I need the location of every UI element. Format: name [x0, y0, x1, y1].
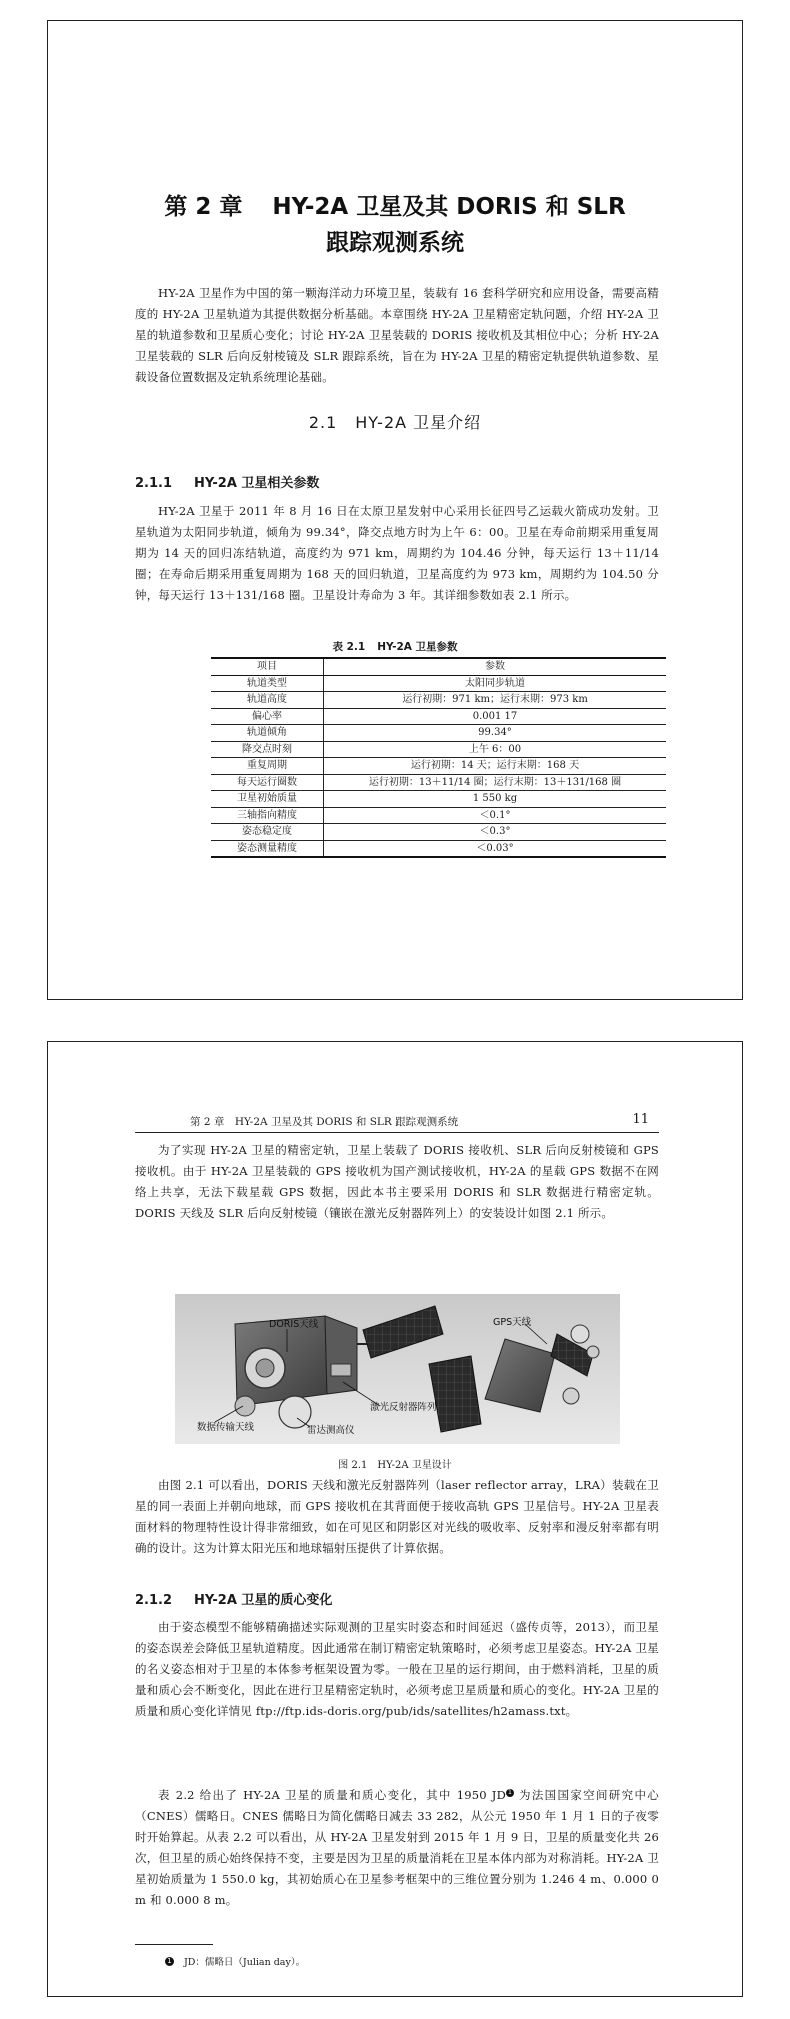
table-row: [211, 774, 666, 791]
table-cell: 轨道类型: [211, 675, 324, 692]
table-header-cell: 参数: [324, 658, 667, 675]
table-cell: 轨道倾角: [211, 725, 324, 742]
figure-caption: [48, 1456, 742, 1471]
book-page-2: [47, 1041, 743, 1997]
table-header-cell: 项目: [211, 658, 324, 675]
table-cell: 太阳同步轨道: [324, 675, 667, 692]
paragraph-part: 为法国国家空间研究中心（CNES）儒略日。CNES 儒略日为简化儒略日减去 33 282，从公元 1950 年 1 月 1 日的子夜零时开始算起。从表 2.2 可以看出，从 HY-2A 卫星发射到 2015 年 1 月 9 日，卫星的质量变化共 26 次，但卫星的质心始终保持不变，主要是因为卫星的质量消耗在卫星本体内部为对称消耗。HY-2A 卫星初始质量为 1 550.0 kg，其初始质心在卫星参考框架中的三维位置分别为 1.246 4 m、0.000 0 m 和 0.000 8 m。: [135, 1788, 659, 1907]
table-cell: 三轴指向精度: [211, 807, 324, 824]
table-cell: 卫星初始质量: [211, 791, 324, 808]
footnote-text: JD：儒略日（Julian day）。: [184, 1957, 306, 1968]
table-cell: 姿态测量精度: [211, 840, 324, 857]
table-cell: 姿态稳定度: [211, 824, 324, 841]
book-page-1: [47, 20, 743, 1000]
table-row: [211, 824, 666, 841]
section-heading: [48, 410, 742, 433]
body-text: [135, 1617, 659, 1722]
gps-antenna-label: GPS天线: [493, 1317, 532, 1328]
body-paragraph: 为了实现 HY-2A 卫星的精密定轨，卫星上装载了 DORIS 接收机、SLR 后向反射棱镜和 GPS 接收机。由于 HY-2A 卫星装载的 GPS 接收机为国产测试接收机，HY-2A 的星载 GPS 数据不在网络上共享，无法下载星载 GPS 数据，因此本书主要采用 DORIS 和 SLR 数据进行精密定轨。DORIS 天线及 SLR 后向反射棱镜（镶嵌在激光反射器阵列上）的安装设计如图 2.1 所示。: [135, 1143, 659, 1220]
table-row: [211, 708, 666, 725]
data-antenna-label: 数据传输天线: [197, 1422, 255, 1433]
subsection-number: 2.1.2: [135, 1593, 173, 1608]
paragraph-part: 表 2.2 给出了 HY-2A 卫星的质量和质心变化，其中 1950 JD: [158, 1788, 507, 1802]
body-paragraph: 由图 2.1 可以看出，DORIS 天线和激光反射器阵列（laser reflector array，LRA）装载在卫星的同一表面上并朝向地球，而 GPS 接收机在其背面便于接收高轨 GPS 卫星信号。HY-2A 卫星表面材料的物理特性设计得非常细致，如在可见区和阴影区对光线的吸收率、反射率和漫反射率都有明确的设计。这为计算太阳光压和地球辐射压提供了计算依据。: [135, 1478, 659, 1555]
footnote-divider: [135, 1944, 213, 1945]
body-text: [135, 1140, 659, 1224]
chapter-title-line2: 跟踪观测系统: [326, 230, 464, 256]
section-title: HY-2A 卫星介绍: [355, 413, 482, 432]
doris-antenna-label: DORIS天线: [269, 1319, 319, 1330]
table-cell: 偏心率: [211, 708, 324, 725]
chapter-number: 第 2 章: [164, 194, 243, 220]
footnote-reference[interactable]: 1: [508, 1789, 513, 1796]
radar-altimeter-label: 雷达测高仪: [307, 1425, 355, 1436]
subsection-number: 2.1.1: [135, 476, 173, 491]
table-header-row: [211, 658, 666, 675]
table-number: 表 2.1: [332, 641, 366, 653]
running-head-title: 第 2 章 HY-2A 卫星及其 DORIS 和 SLR 跟踪观测系统: [190, 1116, 459, 1128]
body-text: [135, 1475, 659, 1559]
table-cell: 99.34°: [324, 725, 667, 742]
table-cell: ＜0.3°: [324, 824, 667, 841]
satellite-design-figure: [175, 1294, 620, 1444]
table-cell: 0.001 17: [324, 708, 667, 725]
table-cell: 1 550 kg: [324, 791, 667, 808]
footnote: [165, 1954, 305, 1968]
table-cell: ＜0.1°: [324, 807, 667, 824]
running-head: [135, 1114, 659, 1133]
table-caption: [48, 639, 742, 654]
chapter-intro: [135, 283, 659, 388]
table-row: [211, 675, 666, 692]
figure-number: 图 2.1: [338, 1460, 368, 1471]
table-row: [211, 725, 666, 742]
footnote-marker: 1: [165, 1957, 174, 1966]
table-row: [211, 840, 666, 857]
table-cell: 运行初期：14 天；运行末期：168 天: [324, 758, 667, 775]
table-row: [211, 758, 666, 775]
table-row: [211, 791, 666, 808]
table-row: [211, 741, 666, 758]
intro-paragraph: HY-2A 卫星作为中国的第一颗海洋动力环境卫星，装载有 16 套科学研究和应用设备，需要高精度的 HY-2A 卫星轨道为其提供数据分析基础。本章围绕 HY-2A 卫星精密定轨问题，介绍 HY-2A 卫星的轨道参数和卫星质心变化；讨论 HY-2A 卫星装载的 DORIS 接收机及其相位中心；分析 HY-2A 卫星装载的 SLR 后向反射棱镜及 SLR 跟踪系统，旨在为 HY-2A 卫星的精密定轨提供轨道参数、星载设备位置数据及定轨系统理论基础。: [135, 286, 659, 384]
body-text: [135, 1785, 659, 1911]
body-paragraph: 由于姿态模型不能够精确描述实际观测的卫星实时姿态和时间延迟（盛传贞等，2013），而卫星的姿态误差会降低卫星轨道精度。因此通常在制订精密定轨策略时，必须考虑卫星姿态。HY-2A 卫星的名义姿态相对于卫星的本体参考框架设置为零。一般在卫星的运行期间，由于燃料消耗，卫星的质量和质心会不断变化，因此在进行卫星精密定轨时，必须考虑卫星质量和质心的变化。HY-2A 卫星的质量和质心变化详情见 ftp://ftp.ids-doris.org/pub/ids/satellites/h2amass.txt。: [135, 1620, 659, 1718]
table-cell: 轨道高度: [211, 692, 324, 709]
table-cell: 上午 6：00: [324, 741, 667, 758]
chapter-title: [48, 189, 742, 261]
figure-title: HY-2A 卫星设计: [377, 1460, 452, 1471]
section-number: 2.1: [308, 413, 338, 432]
table-cell: 重复周期: [211, 758, 324, 775]
table-cell: 运行初期：13＋11/14 圈；运行末期：13＋131/168 圈: [324, 774, 667, 791]
subsection-title: HY-2A 卫星相关参数: [194, 476, 320, 491]
table-cell: ＜0.03°: [324, 840, 667, 857]
body-paragraph: HY-2A 卫星于 2011 年 8 月 16 日在太原卫星发射中心采用长征四号乙运载火箭成功发射。卫星轨道为太阳同步轨道，倾角为 99.34°，降交点地方时为上午 6：00。卫星在寿命前期采用重复周期为 14 天的回归冻结轨道，高度约为 971 km，周期约为 104.46 分钟，每天运行 13＋11/14 圈；在寿命后期采用重复周期为 168 天的回归轨道，卫星高度约为 973 km，周期约为 104.50 分钟，每天运行 13＋131/168 圈。卫星设计寿命为 3 年。其详细参数如表 2.1 所示。: [135, 504, 659, 602]
table-row: [211, 692, 666, 709]
table-title: HY-2A 卫星参数: [377, 641, 458, 653]
chapter-title-line1: HY-2A 卫星及其 DORIS 和 SLR: [272, 194, 626, 220]
body-paragraph: [135, 1785, 659, 1911]
table-cell: 运行初期：971 km；运行末期：973 km: [324, 692, 667, 709]
table-cell: 每天运行圈数: [211, 774, 324, 791]
table-cell: 降交点时刻: [211, 741, 324, 758]
satellite-parameters-table: [211, 657, 666, 858]
subsection-heading: [135, 472, 319, 491]
table-row: [211, 807, 666, 824]
subsection-title: HY-2A 卫星的质心变化: [194, 1593, 333, 1608]
body-text: [135, 501, 659, 606]
laser-reflector-array-label: 激光反射器阵列: [370, 1402, 437, 1413]
page-number: 11: [632, 1112, 649, 1127]
subsection-heading: [135, 1589, 332, 1608]
